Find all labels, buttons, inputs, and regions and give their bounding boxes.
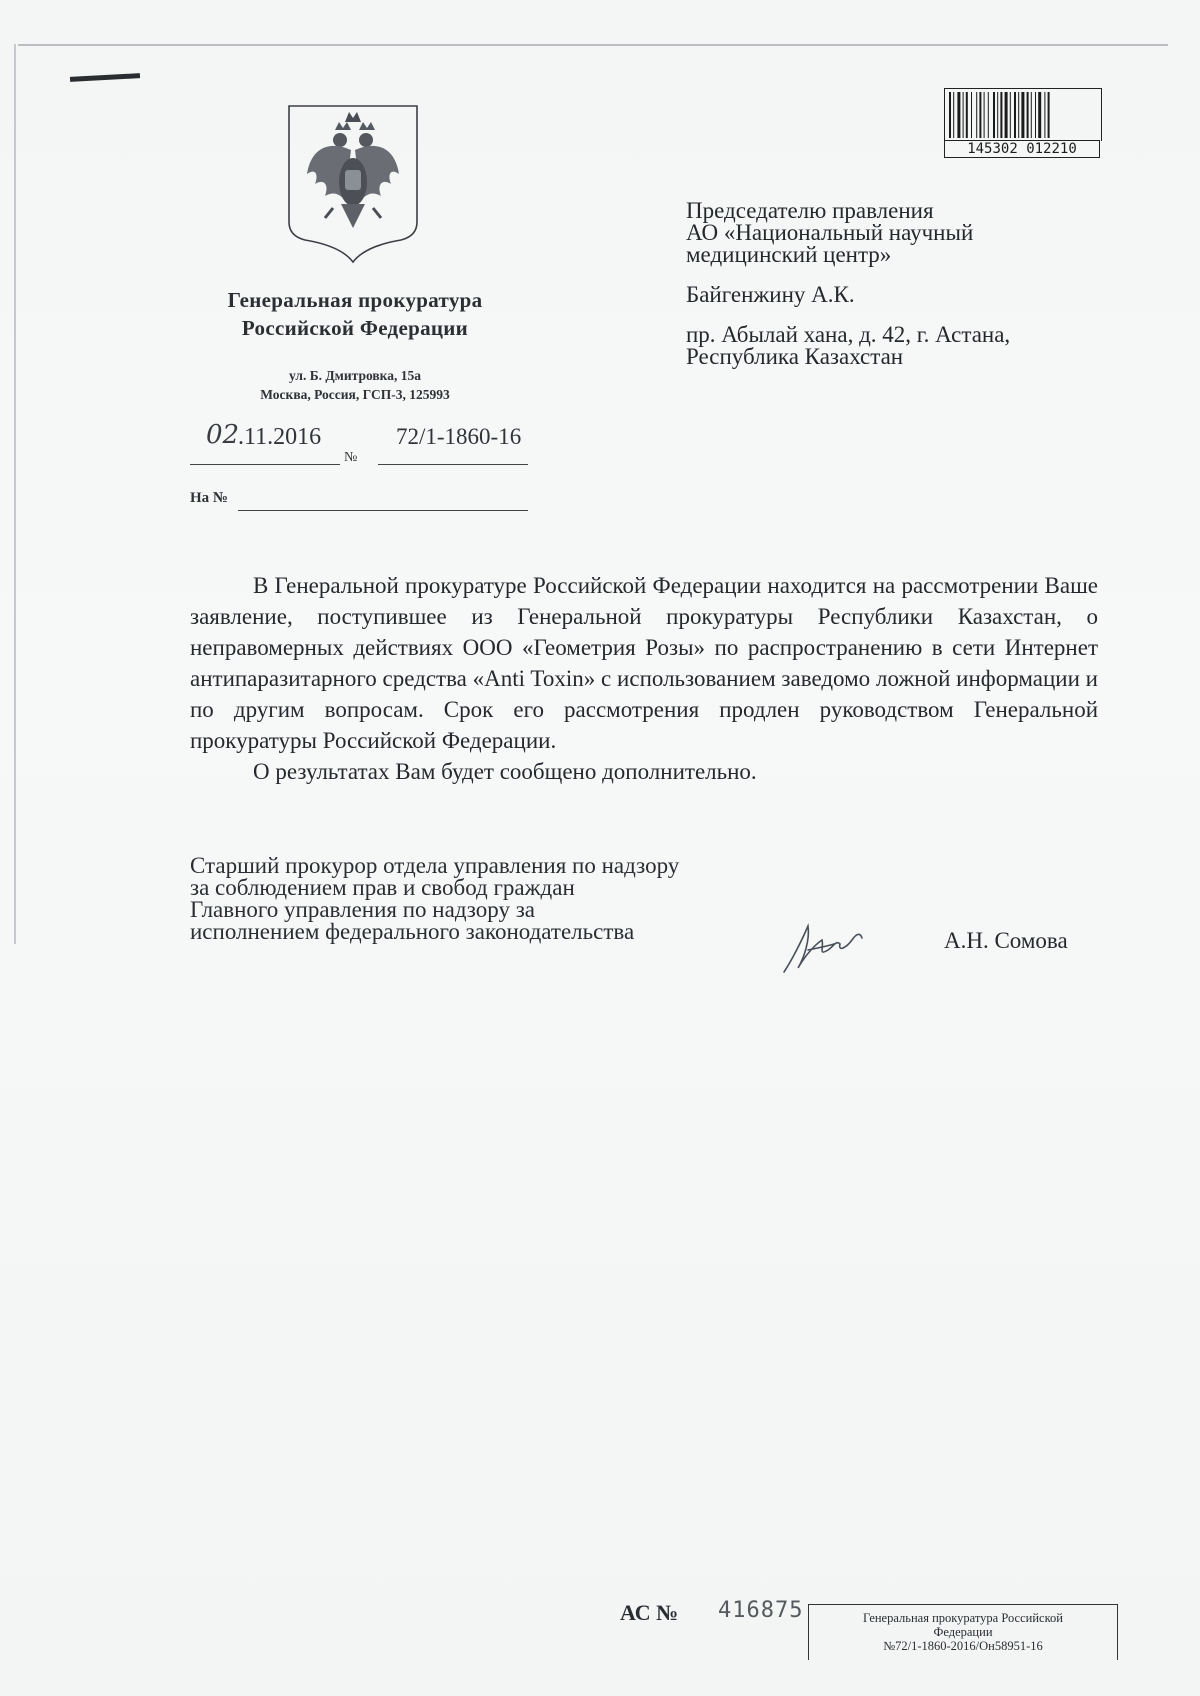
barcode-bar bbox=[963, 92, 964, 138]
barcode-bar bbox=[988, 92, 989, 138]
addressee-title-line3: медицинский центр» bbox=[686, 242, 892, 267]
ac-label: АС № bbox=[620, 1600, 679, 1625]
document-number: 72/1-1860-16 bbox=[396, 424, 522, 449]
barcode-bar bbox=[1010, 92, 1011, 138]
handwritten-signature bbox=[778, 910, 888, 980]
reference-label: На № bbox=[190, 490, 228, 506]
barcode-bar bbox=[997, 92, 998, 138]
barcode-bar bbox=[966, 92, 968, 138]
top-scan-edge bbox=[18, 44, 1168, 46]
barcode bbox=[944, 88, 1100, 158]
barcode-bars bbox=[944, 88, 1102, 141]
body-paragraph-2: О результатах Вам будет сообщено дополнительно. bbox=[253, 759, 757, 784]
barcode-bar bbox=[953, 92, 954, 138]
position-line3: Главного управления по надзору за bbox=[190, 897, 535, 922]
stamp-line1: Генеральная прокуратура Российской bbox=[863, 1611, 1063, 1625]
barcode-bar bbox=[1044, 92, 1045, 138]
barcode-bar bbox=[949, 92, 951, 138]
coat-of-arms-emblem bbox=[285, 104, 421, 264]
sender-address bbox=[200, 366, 510, 404]
registration-stamp bbox=[808, 1604, 1118, 1660]
org-name-line1: Генеральная прокуратура bbox=[227, 288, 483, 312]
barcode-bar bbox=[1031, 92, 1032, 138]
barcode-number: 145302 012210 bbox=[944, 140, 1100, 158]
stamp-line3: №72/1-1860-2016/Он58951-16 bbox=[883, 1639, 1043, 1653]
barcode-bar bbox=[1014, 92, 1016, 138]
date-number-row bbox=[190, 420, 530, 464]
barcode-bar bbox=[971, 92, 972, 138]
position-line4: исполнением федерального законодательства bbox=[190, 919, 635, 944]
body-paragraph-1: В Генеральной прокуратуре Российской Федерации находится на рассмотрении Ваше заявление, поступившее из Генеральной прокуратуры Республики Казахстан, о неправомерных действиях ООО «Геометрия Розы» по распространению в сети Интернет антипаразитарного средства «Anti Toxin» с использованием заведомо ложной информации и по другим вопросам. Срок его рассмотрения продлен руководством Генеральной прокуратуры Российской Федерации. bbox=[190, 573, 1098, 753]
signer-name: А.Н. Сомова bbox=[944, 928, 1068, 953]
sender-address-line2: Москва, Россия, ГСП-3, 125993 bbox=[260, 387, 450, 402]
addressee-title-line2: АО «Национальный научный bbox=[686, 220, 974, 245]
barcode-bar bbox=[1035, 92, 1036, 138]
addressee-title-line1: Председателю правления bbox=[686, 198, 934, 223]
barcode-bar bbox=[1000, 92, 1002, 138]
barcode-bar bbox=[984, 92, 985, 138]
reference-row bbox=[190, 488, 530, 518]
barcode-bar bbox=[957, 92, 960, 138]
signatory-position bbox=[190, 855, 770, 943]
handwritten-day: 02 bbox=[206, 420, 240, 450]
ac-serial-number: 416875 bbox=[718, 1598, 804, 1623]
org-name-line2: Российской Федерации bbox=[241, 316, 469, 340]
barcode-bar bbox=[1038, 92, 1041, 138]
barcode-bar bbox=[979, 92, 981, 138]
stamp-line2: Федерации bbox=[933, 1625, 993, 1639]
number-underline bbox=[378, 464, 528, 465]
date-underline bbox=[190, 464, 340, 465]
addressee-name: Байгенжину А.К. bbox=[686, 282, 855, 307]
document-date: .11.2016 bbox=[238, 424, 322, 450]
barcode-bar bbox=[993, 92, 995, 138]
barcode-bar bbox=[976, 92, 977, 138]
sender-organization bbox=[180, 286, 530, 342]
addressee-address-line1: пр. Абылай хана, д. 42, г. Астана, bbox=[686, 322, 1011, 347]
barcode-bar bbox=[1005, 92, 1008, 138]
position-line2: за соблюдением прав и свобод граждан bbox=[190, 875, 575, 900]
barcode-bar bbox=[1018, 92, 1019, 138]
addressee-address-line2: Республика Казахстан bbox=[686, 344, 904, 369]
barcode-bar bbox=[1048, 92, 1050, 138]
addressee-block bbox=[686, 200, 1106, 386]
letter-body bbox=[190, 570, 1098, 787]
position-line1: Старший прокурор отдела управления по надзору bbox=[190, 853, 680, 878]
reference-underline bbox=[238, 510, 528, 511]
left-scan-edge bbox=[14, 44, 16, 944]
barcode-bar bbox=[1027, 92, 1029, 138]
barcode-bar bbox=[1021, 92, 1024, 138]
scan-mark bbox=[70, 73, 140, 82]
number-sign: № bbox=[344, 450, 358, 465]
sender-address-line1: ул. Б. Дмитровка, 15а bbox=[288, 368, 421, 383]
